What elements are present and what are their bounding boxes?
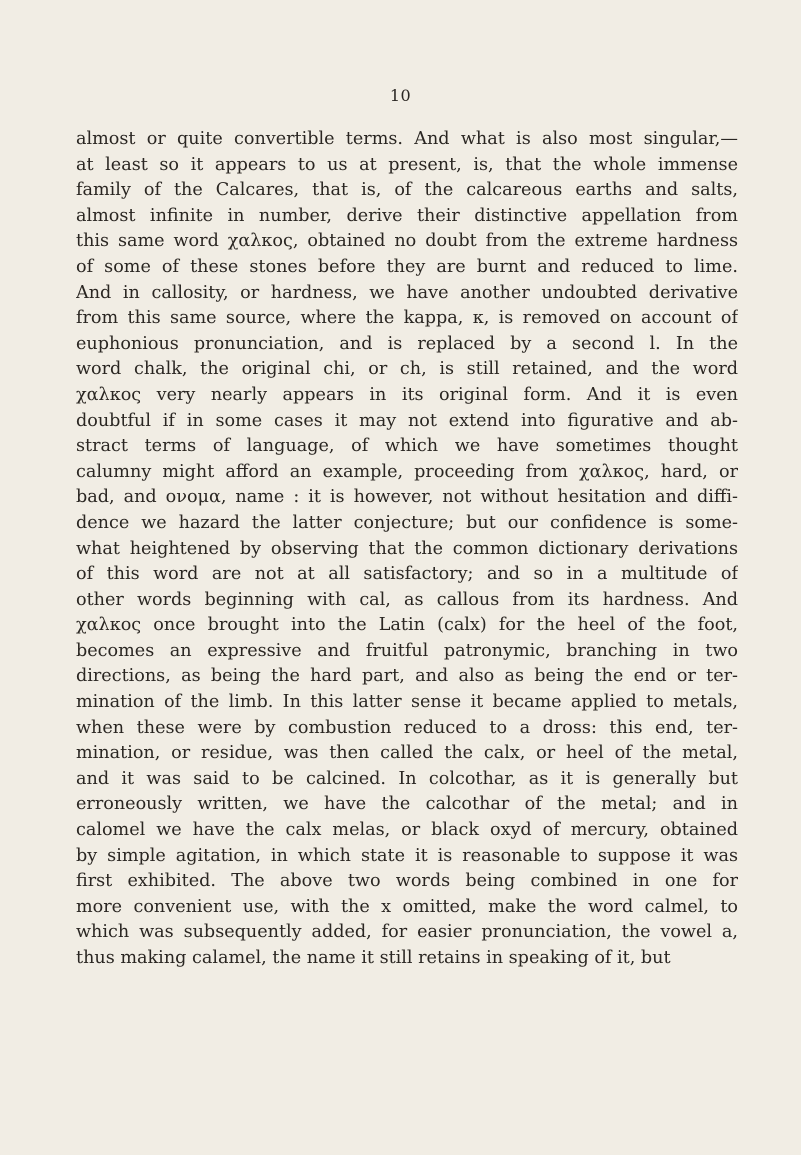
text-line: mination, or residue, was then called the calx, or heel of the metal, <box>76 743 738 764</box>
text-line: this same word χαλκος, obtained no doubt from the extreme hardness <box>76 231 738 252</box>
text-line: dence we hazard the latter conjecture; but our confidence is some- <box>76 512 738 533</box>
text-line: χαλκος very nearly appears in its original form. And it is even <box>76 384 738 405</box>
text-line: thus making calamel, the name it still retains in speaking of it, but <box>76 948 671 968</box>
text-line: almost infinite in number, derive their distinctive appellation from <box>76 205 738 226</box>
text-line: by simple agitation, in which state it is reasonable to suppose it was <box>76 845 738 866</box>
text-line: word chalk, the original chi, or ch, is still retained, and the word <box>76 359 738 380</box>
text-line: what heightened by observing that the common dictionary derivations <box>76 538 738 559</box>
text-line: and it was said to be calcined. In colcothar, as it is generally but <box>76 768 738 789</box>
text-line: more convenient use, with the x omitted, make the word calmel, to <box>76 896 738 917</box>
text-line: family of the Calcares, that is, of the calcareous earths and salts, <box>76 180 738 201</box>
text-line: bad, and ονομα, name : it is however, not without hesitation and diffi- <box>76 487 738 508</box>
text-line: almost or quite convertible terms. And what is also most singular,— <box>76 129 738 149</box>
text-line: other words beginning with cal, as callous from its hardness. And <box>76 589 738 610</box>
text-line: euphonious pronunciation, and is replaced by a second l. In the <box>76 333 738 354</box>
text-line: of this word are not at all satisfactory; and so in a multitude of <box>76 564 738 585</box>
text-line: from this same source, where the kappa, κ, is removed on account of <box>76 308 738 329</box>
page-number: 10 <box>389 86 412 105</box>
text-line: of some of these stones before they are burnt and reduced to lime. <box>76 256 738 277</box>
text-line: becomes an expressive and fruitful patronymic, branching in two <box>76 640 738 661</box>
text-line: calumny might afford an example, proceeding from χαλκος, hard, or <box>76 461 738 482</box>
text-line: χαλκος once brought into the Latin (calx) for the heel of the foot, <box>76 615 738 636</box>
text-line: at least so it appears to us at present, is, that the whole immense <box>76 154 738 175</box>
text-line: stract terms of language, of which we have sometimes thought <box>76 436 738 457</box>
text-line: mination of the limb. In this latter sense it became applied to metals, <box>76 692 738 713</box>
text-line: which was subsequently added, for easier pronunciation, the vowel a, <box>76 922 738 943</box>
text-line: doubtful if in some cases it may not extend into figurative and ab- <box>76 410 738 431</box>
text-line: erroneously written, we have the calcothar of the metal; and in <box>76 794 738 815</box>
text-line: And in callosity, or hardness, we have another undoubted derivative <box>76 282 738 303</box>
body-text <box>76 127 738 972</box>
text-line: first exhibited. The above two words being combined in one for <box>76 871 738 892</box>
text-line: calomel we have the calx melas, or black oxyd of mercury, obtained <box>76 820 738 841</box>
text-line: directions, as being the hard part, and also as being the end or ter- <box>76 666 738 687</box>
text-line: when these were by combustion reduced to a dross: this end, ter- <box>76 717 738 738</box>
